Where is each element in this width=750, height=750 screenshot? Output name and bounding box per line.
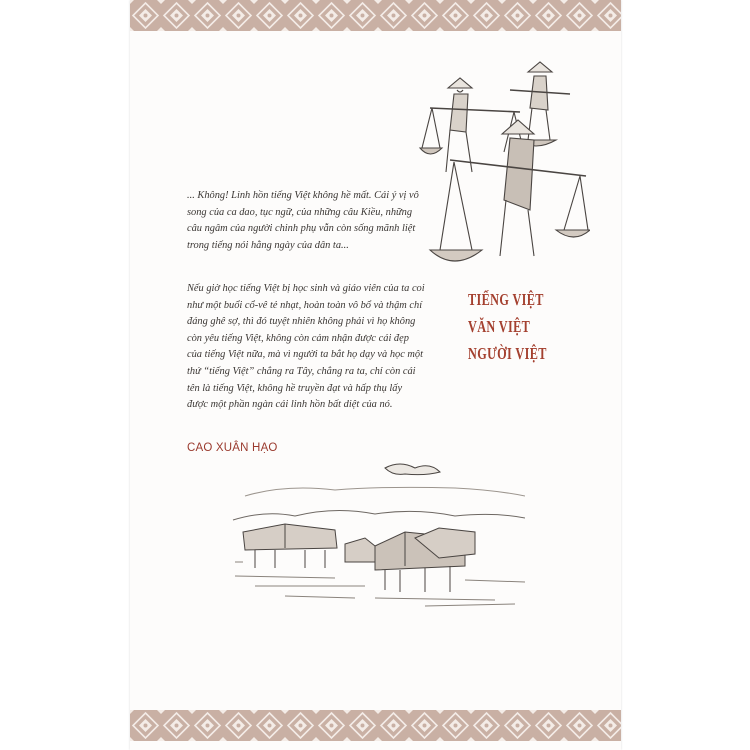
- stilt-village-illustration: [225, 458, 525, 613]
- book-title: [468, 286, 554, 367]
- top-pattern-border: [130, 0, 621, 31]
- quote-paragraph-2: Nếu giờ học tiếng Việt bị học sinh và giáo viên của ta coi như một buổi cổ-vê tẻ nhạt, hoàn toàn vô bổ và thậm chí đáng ghê sợ, thì đó tuyệt nhiên không phải vì họ không còn yêu tiếng Việt, không còn cảm nhận được cái đẹp của tiếng Việt nữa, mà vì người ta bắt họ dạy và học một thứ “tiếng Việt” chẳng ra Tây, chẳng ra ta, chỉ còn cái tên là tiếng Việt, không hề truyền đạt và hấp thụ lấy được một phần ngàn cái linh hồn bất diệt của nó.: [187, 283, 425, 411]
- title-line-2: VĂN VIỆT: [468, 317, 531, 336]
- title-line-3: NGƯỜI VIỆT: [468, 344, 547, 363]
- street-vendors-illustration: [410, 60, 590, 285]
- author-name: CAO XUÂN HẠO: [187, 442, 278, 454]
- bottom-pattern-border: [130, 710, 621, 741]
- title-line-1: TIẾNG VIỆT: [468, 290, 544, 309]
- book-back-cover: [130, 0, 621, 750]
- quote-paragraph-1: ... Không! Linh hồn tiếng Việt không hề mất. Cái ý vị vô song của ca dao, tục ngữ, của những câu Kiều, những câu ngâm của người chinh phụ vẫn còn sống mãnh liệt trong tiếng nói hằng ngày của dân ta...: [187, 190, 419, 251]
